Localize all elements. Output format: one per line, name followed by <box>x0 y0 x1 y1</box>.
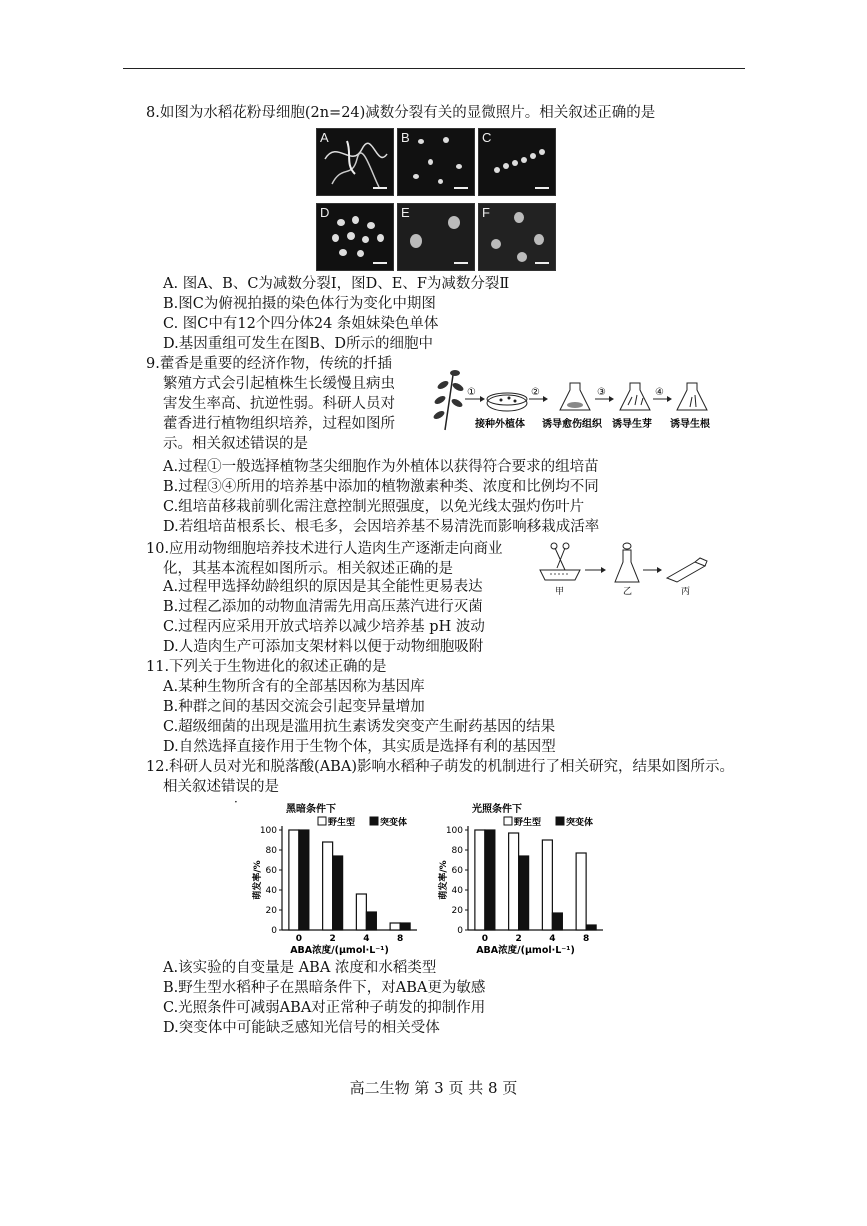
q9-option-b: B.过程③④所用的培养基中添加的植物激素种类、浓度和比例均不同 <box>163 479 599 495</box>
x-axis-label: ABA浓度/(μmol·L⁻¹) <box>476 945 575 955</box>
micrograph-a <box>316 128 394 196</box>
y-tick-label: 0 <box>271 926 277 936</box>
chart-dark <box>250 800 430 955</box>
q8-stem: 8.如图为水稻花粉母细胞(2n=24)减数分裂有关的显微照片。相关叙述正确的是 <box>146 105 656 121</box>
legend-label: 野生型 <box>328 818 356 828</box>
bar-野生型 <box>475 830 485 930</box>
legend-swatch <box>504 817 512 825</box>
legend-label: 突变体 <box>566 818 594 828</box>
chromatin-threads <box>317 129 393 195</box>
flask-icon <box>620 383 650 410</box>
scale-bar <box>373 187 387 189</box>
scale-bar <box>535 187 549 189</box>
q11-option-d: D.自然选择直接作用于生物个体，其实质是选择有利的基因型 <box>163 739 556 755</box>
y-tick-label: 100 <box>445 826 463 836</box>
q10-option-b: B.过程乙添加的动物血清需先用高压蒸汽进行灭菌 <box>163 599 483 615</box>
micrograph-c <box>478 128 556 196</box>
q10-cell-culture-diagram <box>535 540 710 598</box>
y-axis-label: 萌发率/% <box>439 860 449 900</box>
micrograph-e <box>397 203 475 271</box>
scissors-icon <box>555 548 565 570</box>
q9-stem-tail: 的是 <box>279 436 308 452</box>
q9-option-a: A.过程①一般选择植物茎尖细胞作为外植体以获得符合要求的组培苗 <box>163 459 599 475</box>
q9-option-d: D.若组培苗根系长、根毛多，会因培养基不易清洗而影响移栽成活率 <box>163 519 600 535</box>
bar-突变体 <box>400 923 410 930</box>
x-tick-label: 2 <box>329 934 336 944</box>
x-tick-label: 0 <box>295 934 303 944</box>
dish-icon <box>540 570 580 580</box>
q12-option-d: D.突变体中可能缺乏感知光信号的相关受体 <box>163 1020 440 1036</box>
step-1-label: ① <box>467 387 476 398</box>
stage-label: 丙 <box>681 587 691 597</box>
q9-option-c: C.组培苗移栽前驯化需注意控制光照强度，以免光线太强灼伤叶片 <box>163 499 585 515</box>
legend-label: 突变体 <box>380 818 408 828</box>
q12-option-a: A.该实验的自变量是 ABA 浓度和水稻类型 <box>163 960 437 976</box>
micrograph-label: C <box>482 130 492 145</box>
y-tick-label: 60 <box>451 866 463 876</box>
q10-stem-1: 10.应用动物细胞培养技术进行人造肉生产逐渐走向商业 <box>146 541 503 557</box>
micrograph-label: E <box>401 205 410 220</box>
legend-label: 野生型 <box>514 818 542 828</box>
y-tick-label: 40 <box>451 886 463 896</box>
y-tick-label: 60 <box>265 866 277 876</box>
bar-突变体 <box>485 830 495 930</box>
step-2-label: ② <box>531 387 540 398</box>
q12-stem-1: 12.科研人员对光和脱落酸(ABA)影响水稻种子萌发的机制进行了相关研究，结果如图所示。 <box>146 759 734 775</box>
bar-突变体 <box>519 856 529 930</box>
q10-option-c: C.过程丙应采用开放式培养以减少培养基 pH 波动 <box>163 619 485 635</box>
legend-swatch <box>318 817 326 825</box>
legend-swatch <box>556 817 564 825</box>
q12-stem-tail: 的是 <box>250 779 279 795</box>
q9-stem-1: 9.藿香是重要的经济作物，传统的扦插 <box>146 356 392 372</box>
q12-emphasis: 错误 <box>221 779 250 795</box>
y-tick-label: 80 <box>265 846 277 856</box>
q8-option-d: D.基因重组可发生在图B、D所示的细胞中 <box>163 336 433 352</box>
x-axis-label: ABA浓度/(μmol·L⁻¹) <box>290 945 389 955</box>
q10-stem-2: 化，其基本流程如图所示。相关叙述正确的是 <box>163 561 453 577</box>
bar-突变体 <box>333 856 343 930</box>
x-tick-label: 8 <box>396 934 404 944</box>
q9-stem-3: 害发生率高、抗逆性弱。科研人员对 <box>163 396 395 412</box>
plant-icon <box>432 370 464 430</box>
bar-野生型 <box>509 833 519 930</box>
step-3-label: ③ <box>597 387 606 398</box>
scale-bar <box>454 187 468 189</box>
micrograph-label: D <box>320 205 330 220</box>
q12-stem-2-text: 相关叙述 <box>163 779 221 795</box>
bar-突变体 <box>552 913 562 930</box>
q12-stem-2 <box>163 777 279 797</box>
stage-label: 诱导愈伤组织 <box>542 419 602 430</box>
step-4-label: ④ <box>655 387 664 398</box>
micrograph-label: A <box>320 130 329 145</box>
q9-stem-5 <box>163 434 308 454</box>
q9-stem-5-text: 示。相关叙述 <box>163 436 250 452</box>
micrograph-label: F <box>482 205 490 220</box>
micrograph-f <box>478 203 556 271</box>
y-tick-label: 20 <box>451 906 463 916</box>
q12-option-b: B.野生型水稻种子在黑暗条件下，对ABA更为敏感 <box>163 980 486 996</box>
bar-野生型 <box>542 840 552 930</box>
micrograph-d <box>316 203 394 271</box>
chart-light <box>436 800 616 955</box>
q10-option-d: D.人造肉生产可添加支架材料以便于动物细胞吸附 <box>163 639 484 655</box>
arrow-2 <box>643 567 662 573</box>
q8-option-c: C. 图C中有12个四分体24 条姐妹染色单体 <box>163 316 439 332</box>
bar-突变体 <box>366 912 376 930</box>
stage-label: 诱导生芽 <box>612 419 652 430</box>
y-tick-label: 20 <box>265 906 277 916</box>
stage-label: 诱导生根 <box>670 419 710 430</box>
chart-title: 光照条件下 <box>472 804 522 815</box>
q11-option-b: B.种群之间的基因交流会引起变异量增加 <box>163 699 425 715</box>
q10-option-a: A.过程甲选择幼龄组织的原因是其全能性更易表达 <box>163 579 483 595</box>
page-footer: 高二生物 第 3 页 共 8 页 <box>349 1079 518 1097</box>
legend-swatch <box>370 817 378 825</box>
bar-野生型 <box>323 842 333 930</box>
q9-stem-4: 藿香进行植物组织培养，过程如图所 <box>163 416 395 432</box>
bar-野生型 <box>356 894 366 930</box>
chart-title: 黑暗条件下 <box>286 804 336 815</box>
x-tick-label: 4 <box>549 934 556 944</box>
y-tick-label: 40 <box>265 886 277 896</box>
arrow-1 <box>585 567 606 573</box>
stage-label: 甲 <box>555 587 565 597</box>
stage-label: 乙 <box>623 587 633 597</box>
y-tick-label: 80 <box>451 846 463 856</box>
q9-stem-2: 繁殖方式会引起植株生长缓慢且病虫 <box>163 376 395 392</box>
flask-icon <box>677 383 707 410</box>
q8-option-b: B.图C为俯视拍摄的染色体行为变化中期图 <box>163 296 436 312</box>
bar-野生型 <box>390 923 400 930</box>
q11-option-c: C.超级细菌的出现是滥用抗生素诱发突变产生耐药基因的结果 <box>163 719 556 735</box>
stage-label: 接种外植体 <box>475 419 525 430</box>
x-tick-label: 0 <box>481 934 489 944</box>
q9-emphasis: 错误 <box>250 436 279 452</box>
q11-option-a: A.某种生物所含有的全部基因称为基因库 <box>163 679 425 695</box>
y-tick-label: 100 <box>259 826 277 836</box>
x-tick-label: 4 <box>363 934 370 944</box>
q11-stem: 11.下列关于生物进化的叙述正确的是 <box>146 659 387 675</box>
scale-bar <box>535 262 549 264</box>
culture-flask-icon <box>667 562 705 582</box>
bar-突变体 <box>586 925 596 930</box>
q12-option-c: C.光照条件可减弱ABA对正常种子萌发的抑制作用 <box>163 1000 486 1016</box>
q9-tissue-culture-diagram <box>425 365 745 435</box>
bar-野生型 <box>289 830 299 930</box>
header-rule <box>123 68 745 69</box>
scale-bar <box>373 262 387 264</box>
x-tick-label: 2 <box>515 934 522 944</box>
q8-option-a: A. 图A、B、C为减数分裂Ⅰ，图D、E、F为减数分裂Ⅱ <box>163 276 510 292</box>
y-axis-label: 萌发率/% <box>253 860 263 900</box>
y-tick-label: 0 <box>457 926 463 936</box>
flask-icon <box>615 550 639 582</box>
micrograph-b <box>397 128 475 196</box>
x-tick-label: 8 <box>582 934 590 944</box>
scale-bar <box>454 262 468 264</box>
micrograph-label: B <box>401 130 410 145</box>
bar-突变体 <box>299 830 309 930</box>
bar-野生型 <box>576 853 586 930</box>
